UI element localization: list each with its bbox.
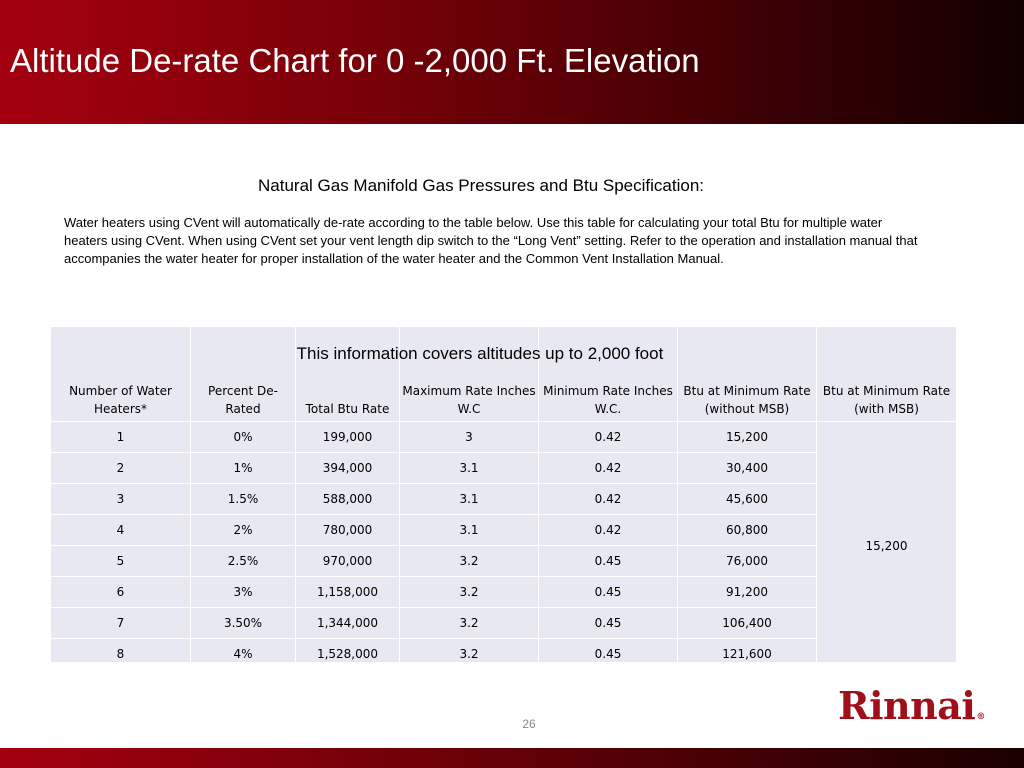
col-header-btu-with-msb: Btu at Minimum Rate (with MSB) — [817, 327, 957, 422]
table-cell: 1.5% — [191, 484, 296, 515]
table-row — [51, 422, 957, 453]
table-cell: 0.42 — [539, 422, 678, 453]
table-cell: 1,344,000 — [296, 608, 400, 639]
table-cell: 3.2 — [400, 608, 539, 639]
table-cell: 106,400 — [678, 608, 817, 639]
table-cell: 588,000 — [296, 484, 400, 515]
table-cell: 0.45 — [539, 608, 678, 639]
table-cell: 2 — [51, 453, 191, 484]
table-cell: 76,000 — [678, 546, 817, 577]
table-cell: 0.45 — [539, 546, 678, 577]
derate-table-container — [50, 326, 956, 662]
col-header-btu-without-msb: Btu at Minimum Rate (without MSB) — [678, 327, 817, 422]
section-subtitle: Natural Gas Manifold Gas Pressures and Btu Specification: — [258, 176, 704, 195]
table-cell: 1,158,000 — [296, 577, 400, 608]
table-cell: 30,400 — [678, 453, 817, 484]
col-header-min-rate: Minimum Rate Inches W.C. — [539, 327, 678, 422]
col-header-total-btu: Total Btu Rate — [296, 327, 400, 422]
logo-text: Rinnai — [838, 683, 976, 728]
table-cell: 7 — [51, 608, 191, 639]
table-cell: 3 — [51, 484, 191, 515]
table-header-row — [51, 327, 957, 422]
table-cell: 1,528,000 — [296, 639, 400, 670]
col-header-max-rate: Maximum Rate Inches W.C — [400, 327, 539, 422]
table-cell: 3.1 — [400, 484, 539, 515]
table-cell: 2.5% — [191, 546, 296, 577]
table-cell: 1 — [51, 422, 191, 453]
table-cell: 3.2 — [400, 639, 539, 670]
table-cell: 0% — [191, 422, 296, 453]
table-cell: 3% — [191, 577, 296, 608]
table-cell: 3.50% — [191, 608, 296, 639]
table-cell: 394,000 — [296, 453, 400, 484]
table-cell: 3 — [400, 422, 539, 453]
table-cell: 780,000 — [296, 515, 400, 546]
table-cell: 60,800 — [678, 515, 817, 546]
derate-table — [50, 326, 957, 670]
table-cell: 3.2 — [400, 546, 539, 577]
table-cell: 5 — [51, 546, 191, 577]
slide-title: Altitude De-rate Chart for 0 -2,000 Ft. Elevation — [10, 42, 700, 79]
table-cell: 45,600 — [678, 484, 817, 515]
table-cell: 3.1 — [400, 515, 539, 546]
table-cell: 6 — [51, 577, 191, 608]
intro-paragraph: Water heaters using CVent will automatically de-rate according to the table below. Use this table for calculating your total Btu for multiple water heaters using CVent. When using CVent set your vent length dip switch to the “Long Vent” setting. Refer to the operation and installation manual that accompanies the water heater for proper installation of the water heater and the Common Vent Installation Manual. — [64, 215, 918, 266]
table-cell: 4% — [191, 639, 296, 670]
col-header-number-of-heaters: Number of Water Heaters* — [51, 327, 191, 422]
table-cell: 970,000 — [296, 546, 400, 577]
table-cell: 15,200 — [678, 422, 817, 453]
table-cell: 1% — [191, 453, 296, 484]
table-cell: 0.45 — [539, 639, 678, 670]
table-cell: 2% — [191, 515, 296, 546]
table-cell: 91,200 — [678, 577, 817, 608]
table-cell: 0.42 — [539, 453, 678, 484]
table-cell: 8 — [51, 639, 191, 670]
table-cell: 0.42 — [539, 484, 678, 515]
merged-cell-btu-with-msb: 15,200 — [817, 422, 957, 670]
col-header-percent-derated: Percent De-Rated — [191, 327, 296, 422]
table-cell: 0.45 — [539, 577, 678, 608]
table-caption: This information covers altitudes up to 2,000 foot — [296, 344, 664, 363]
table-cell: 121,600 — [678, 639, 817, 670]
table-cell: 0.42 — [539, 515, 678, 546]
title-banner — [0, 0, 1024, 124]
footer-bar — [0, 748, 1024, 768]
table-cell: 4 — [51, 515, 191, 546]
table-cell: 3.2 — [400, 577, 539, 608]
table-cell: 199,000 — [296, 422, 400, 453]
table-cell: 3.1 — [400, 453, 539, 484]
registered-mark-icon: ® — [976, 712, 985, 722]
page-number: 26 — [522, 717, 536, 731]
